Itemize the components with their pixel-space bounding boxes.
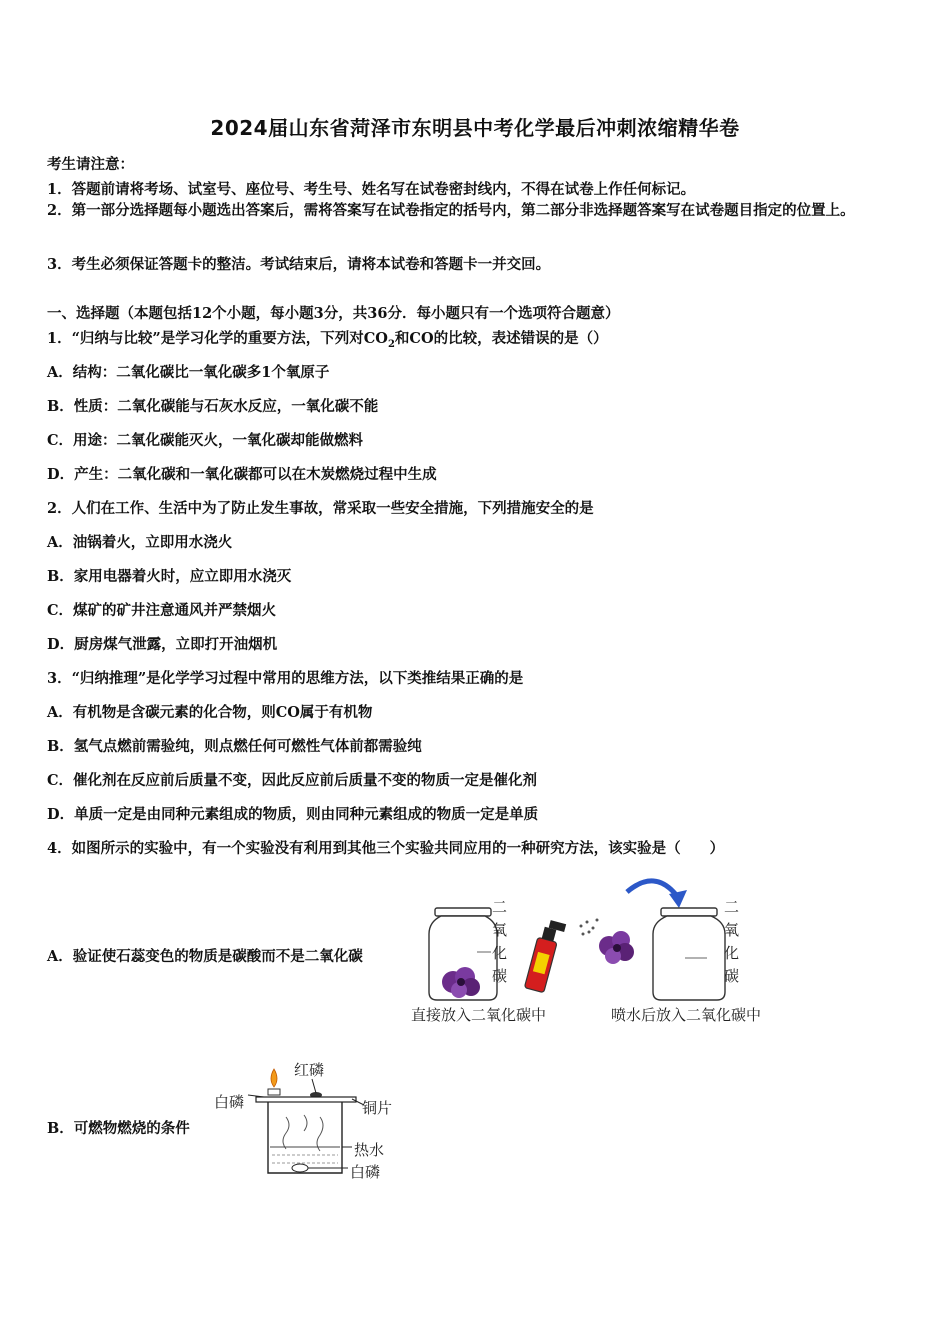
caption-direct: 直接放入二氧化碳中 (411, 1006, 547, 1024)
right-jar (653, 908, 725, 1000)
label-hot-water: 热水 (354, 1141, 385, 1159)
label-copper-plate: 铜片 (362, 1099, 393, 1117)
caption-sprayed: 喷水后放入二氧化碳中 (611, 1006, 762, 1024)
figure-a (405, 870, 805, 1030)
notice-heading: 考生请注意： (47, 156, 134, 173)
notice-item-1: 1．答题前请将考场、试室号、座位号、考生号、姓名写在试卷密封线内，不得在试卷上作任何标记。 (47, 181, 696, 198)
section-heading: 一、选择题（本题包括12个小题，每小题3分，共36分．每小题只有一个选项符合题意） (47, 305, 620, 322)
q1-stem-sub: 2 (387, 338, 395, 350)
question-3-stem: 3．“归纳推理”是化学学习过程中常用的思维方法，以下类推结果正确的是 (47, 670, 524, 687)
question-4-stem: 4．如图所示的实验中，有一个实验没有利用到其他三个实验共同应用的一种研究方法，该实验是（ ） (47, 840, 725, 857)
q1-option-a: A．结构：二氧化碳比一氧化碳多1个氧原子 (47, 364, 330, 381)
q2-option-b: B．家用电器着火时，应立即用水浇灭 (47, 568, 292, 585)
q4-option-b: B．可燃物燃烧的条件 (47, 1120, 190, 1137)
q2-option-a: A．油锅着火，立即用水浇火 (47, 534, 233, 551)
label-red-phosphorus: 红磷 (294, 1061, 325, 1079)
q3-option-a: A．有机物是含碳元素的化合物，则CO属于有机物 (47, 704, 373, 721)
spray-mist (580, 919, 599, 936)
right-jar-label: 二 氧 化 碳 (724, 898, 740, 985)
middle-flower (599, 931, 634, 964)
question-2-stem: 2．人们在工作、生活中为了防止发生事故，常采取一些安全措施，下列措施安全的是 (47, 500, 594, 517)
copper-plate (256, 1097, 356, 1102)
q2-option-d: D．厨房煤气泄露，立即打开油烟机 (47, 636, 278, 653)
q4-option-a: A．验证使石蕊变色的物质是碳酸而不是二氧化碳 (47, 948, 363, 965)
transfer-arrow (627, 881, 677, 896)
q3-option-d: D．单质一定是由同种元素组成的物质，则由同种元素组成的物质一定是单质 (47, 806, 539, 823)
q1-option-c: C．用途：二氧化碳能灭火，一氧化碳却能做燃料 (47, 432, 364, 449)
white-phosphorus-bottom (292, 1164, 308, 1172)
beaker (268, 1102, 342, 1173)
notice-item-2: 2．第一部分选择题每小题选出答案后，需将答案写在试卷指定的括号内，第二部分非选择题答案写在试卷题目指定的位置上。 (47, 202, 855, 219)
spray-bottle (524, 918, 566, 994)
label-white-phosphorus-bottom: 白磷 (350, 1163, 381, 1181)
flame-icon (271, 1069, 277, 1087)
exam-title: 2024届山东省菏泽市东明县中考化学最后冲刺浓缩精华卷 (210, 116, 740, 140)
left-jar-label: 二 氧 化 碳 (492, 898, 508, 985)
question-1-stem (47, 327, 608, 350)
q1-stem-post: 和CO的比较，表述错误的是（） (394, 330, 608, 347)
label-white-phosphorus-top: 白磷 (214, 1093, 245, 1111)
q3-option-b: B．氢气点燃前需验纯，则点燃任何可燃性气体前都需验纯 (47, 738, 422, 755)
q1-option-b: B．性质：二氧化碳能与石灰水反应，一氧化碳不能 (47, 398, 379, 415)
figure-b (212, 1055, 412, 1185)
q1-option-d: D．产生：二氧化碳和一氧化碳都可以在木炭燃烧过程中生成 (47, 466, 437, 483)
q2-option-c: C．煤矿的矿井注意通风并严禁烟火 (47, 602, 277, 619)
q1-stem-pre: 1．“归纳与比较”是学习化学的重要方法，下列对CO (47, 330, 388, 347)
q3-option-c: C．催化剂在反应前后质量不变，因此反应前后质量不变的物质一定是催化剂 (47, 772, 538, 789)
notice-item-3: 3．考生必须保证答题卡的整洁。考试结束后，请将本试卷和答题卡一并交回。 (47, 256, 551, 273)
